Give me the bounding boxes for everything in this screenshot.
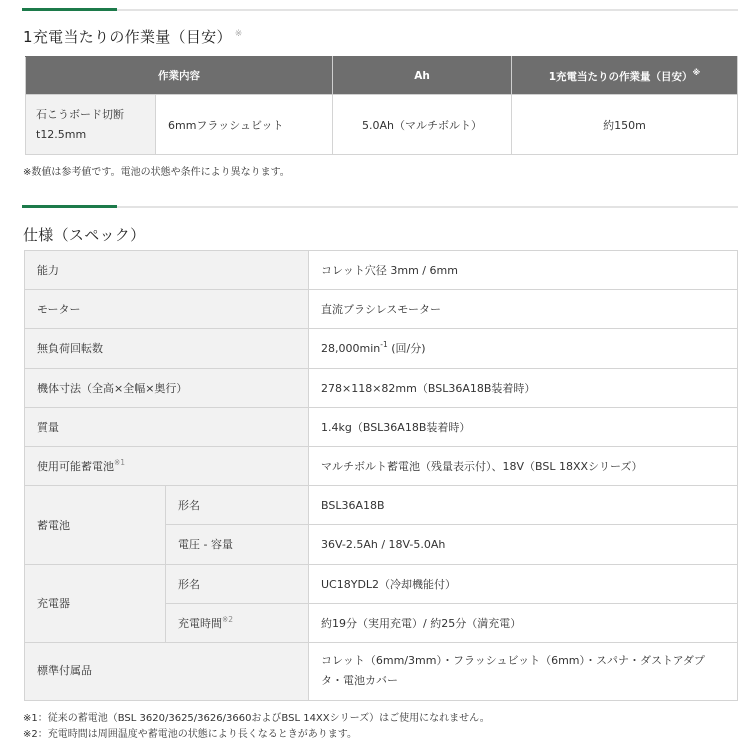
footnote-mark: ※2 <box>222 614 234 624</box>
header-ah: Ah <box>333 57 512 95</box>
amount-cell: 約150m <box>512 95 738 155</box>
task-label-cell: 石こうボード切断 t12.5mm <box>26 95 156 155</box>
spec-footnote-1: ※1：従来の蓄電池（BSL 3620/3625/3626/3660およびBSL 14XXシリーズ）はご使用になれません。 <box>23 713 490 724</box>
spec-row-capacity <box>25 251 738 290</box>
footnote-mark: ※1 <box>114 458 126 468</box>
work-amount-table <box>25 56 738 155</box>
work-section-title: 1充電当たりの作業量（目安） ※ <box>23 28 243 46</box>
spec-row-charger-model <box>25 564 738 603</box>
work-note: ※数値は参考値です。電池の状態や条件により異なります。 <box>23 167 290 178</box>
header-task: 作業内容 <box>26 57 333 95</box>
spec-value: コレット（6mm/3mm）・フラッシュビット（6mm）・スパナ・ダストアダプ タ・電池カバー <box>309 642 738 700</box>
spec-label: 質量 <box>25 407 309 446</box>
spec-label: 無負荷回転数 <box>25 329 309 368</box>
spec-row-motor <box>25 290 738 329</box>
spec-sublabel: 電圧 - 容量 <box>166 525 309 564</box>
work-table-header-row <box>26 57 738 95</box>
spec-group-label-charger: 充電器 <box>25 564 166 642</box>
spec-row-dimensions <box>25 368 738 407</box>
spec-sublabel: 形名 <box>166 564 309 603</box>
spec-value: 36V-2.5Ah / 18V-5.0Ah <box>309 525 738 564</box>
spec-section-rule <box>22 206 738 208</box>
spec-label: 機体寸法（全高×全幅×奥行） <box>25 368 309 407</box>
spec-row-speed <box>25 329 738 368</box>
bit-cell: 6mmフラッシュビット <box>156 95 333 155</box>
spec-table <box>24 250 738 701</box>
spec-value: 278×118×82mm（BSL36A18B装着時） <box>309 368 738 407</box>
spec-row-weight <box>25 407 738 446</box>
spec-label: モーター <box>25 290 309 329</box>
spec-footnote-2: ※2：充電時間は周囲温度や蓄電池の状態により長くなるときがあります。 <box>23 729 357 740</box>
spec-value: BSL36A18B <box>309 486 738 525</box>
header-amount: 1充電当たりの作業量（目安）※ <box>512 57 738 95</box>
spec-sublabel: 充電時間$^{※2}$ <box>166 603 309 642</box>
spec-label: 標準付属品 <box>25 642 309 700</box>
spec-value: 直流ブラシレスモーター <box>309 290 738 329</box>
spec-sublabel: 形名 <box>166 486 309 525</box>
spec-row-accessories <box>25 642 738 700</box>
spec-section-accent-bar <box>22 205 117 208</box>
spec-row-battery-model <box>25 486 738 525</box>
spec-label: 使用可能蓄電池$^{※1}$ <box>25 446 309 485</box>
spec-value: UC18YDL2（冷却機能付） <box>309 564 738 603</box>
spec-value: 1.4kg（BSL36A18B装着時） <box>309 407 738 446</box>
ah-cell: 5.0Ah（マルチボルト） <box>333 95 512 155</box>
spec-value: コレット穴径 3mm / 6mm <box>309 251 738 290</box>
spec-value: マルチボルト蓄電池（残量表示付）、18V（BSL 18XXシリーズ） <box>309 446 738 485</box>
spec-value: $28,000\min^{-1}$ (回/分) <box>309 329 738 368</box>
spec-label: 能力 <box>25 251 309 290</box>
work-table-row <box>26 95 738 155</box>
spec-row-usable-battery <box>25 446 738 485</box>
spec-value: 約19分（実用充電）/ 約25分（満充電） <box>309 603 738 642</box>
spec-group-label-battery: 蓄電池 <box>25 486 166 564</box>
spec-section-title: 仕様（スペック） <box>23 226 146 244</box>
work-section-accent-bar <box>22 8 117 11</box>
work-section-rule <box>22 9 738 11</box>
work-title-footnote-mark: ※ <box>234 29 243 39</box>
